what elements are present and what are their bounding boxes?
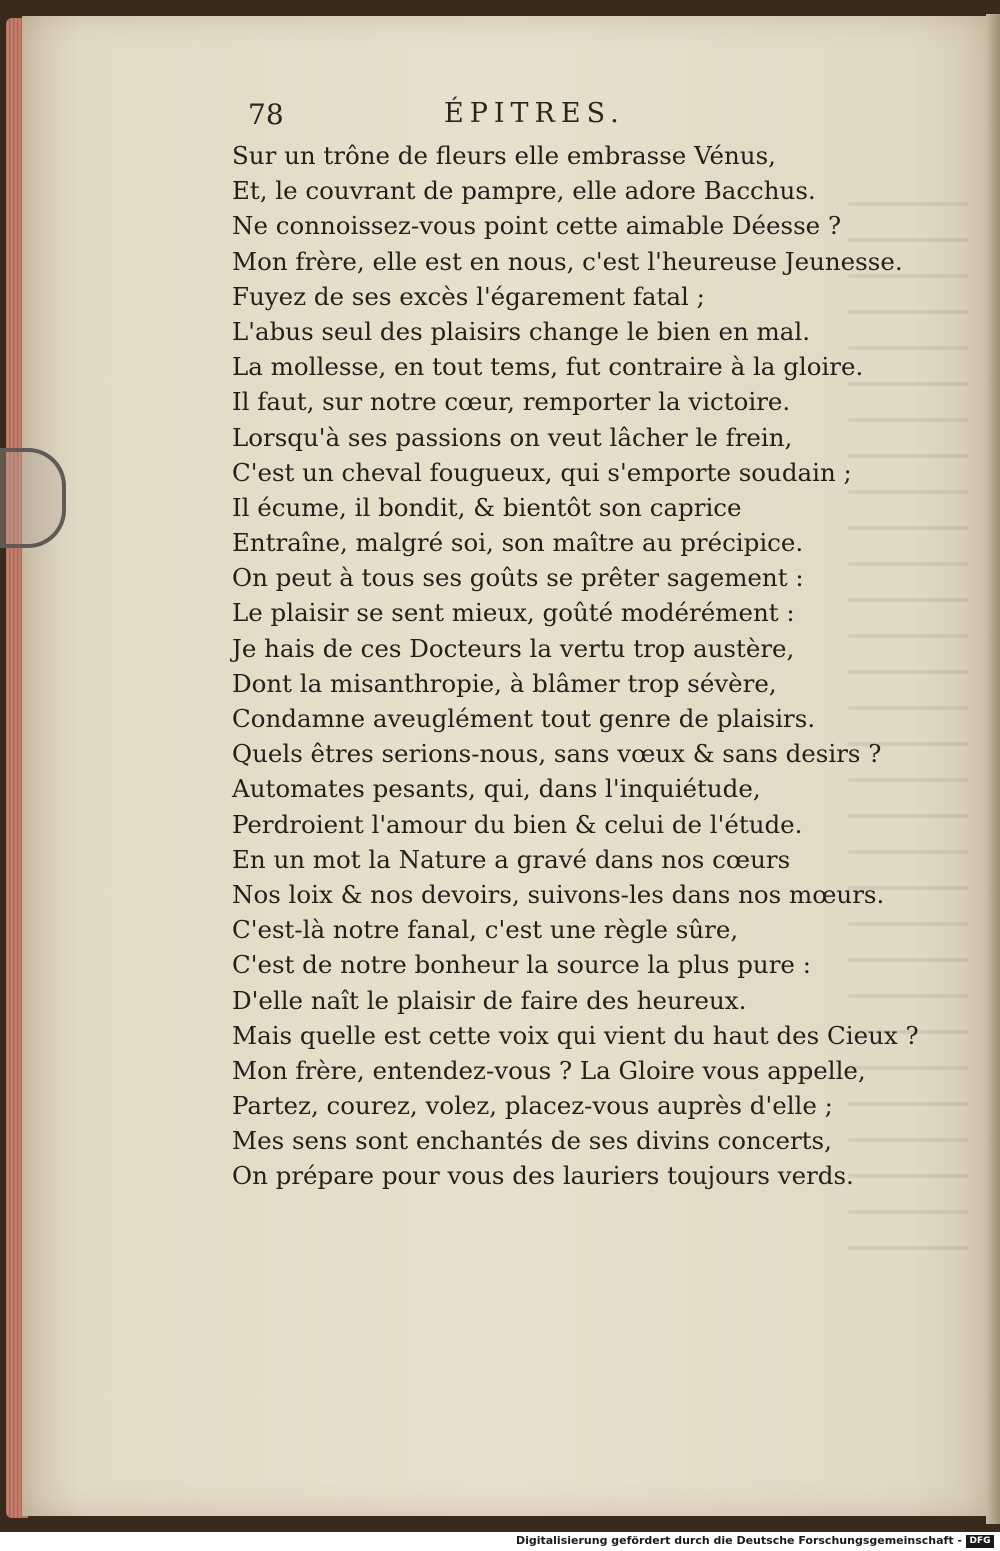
- verse-line: Entraîne, malgré soi, son maître au précipice.: [232, 528, 804, 558]
- page-number: 78: [248, 98, 284, 131]
- verse-line: Il écume, il bondit, & bientôt son caprice: [232, 492, 742, 522]
- verse-line: Mais quelle est cette voix qui vient du haut des Cieux ?: [232, 1020, 919, 1050]
- verse-line: Et, le couvrant de pampre, elle adore Bacchus.: [232, 176, 816, 206]
- verse-line: L'abus seul des plaisirs change le bien en mal.: [232, 316, 810, 346]
- digitization-footer: [0, 1532, 1000, 1551]
- facing-page-edge: [986, 14, 1000, 1524]
- verse-line: Condamne aveuglément tout genre de plaisirs.: [232, 704, 816, 733]
- page-header: [232, 96, 792, 136]
- verse-line: Quels êtres serions-nous, sans vœux & sans desirs ?: [232, 739, 882, 769]
- verse-line: Automates pesants, qui, dans l'inquiétude,: [232, 774, 761, 804]
- verse-line: Fuyez de ses excès l'égarement fatal ;: [232, 281, 705, 311]
- verse-line: Sur un trône de fleurs elle embrasse Vénus,: [232, 141, 776, 170]
- poem-text: [232, 138, 919, 1194]
- verse-line: Ne connoissez-vous point cette aimable Déesse ?: [232, 211, 842, 241]
- verse-line: La mollesse, en tout tems, fut contraire à la gloire.: [232, 352, 864, 382]
- verse-line: Je hais de ces Docteurs la vertu trop austère,: [232, 633, 795, 663]
- book-clip: [0, 448, 66, 548]
- verse-line: En un mot la Nature a gravé dans nos cœurs: [232, 844, 791, 874]
- verse-line: Mon frère, elle est en nous, c'est l'heureuse Jeunesse.: [232, 246, 903, 276]
- dfg-logo: DFG: [966, 1535, 994, 1548]
- verse-line: On peut à tous ses goûts se prêter sagement :: [232, 563, 804, 593]
- verse-line: On prépare pour vous des lauriers toujours verds.: [232, 1161, 854, 1191]
- running-title: ÉPITRES.: [444, 98, 625, 129]
- verse-line: Mon frère, entendez-vous ? La Gloire vous appelle,: [232, 1055, 866, 1085]
- verse-line: Lorsqu'à ses passions on veut lâcher le frein,: [232, 422, 793, 452]
- verse-line: Nos loix & nos devoirs, suivons-les dans nos mœurs.: [232, 879, 885, 909]
- verse-line: Le plaisir se sent mieux, goûté modérément :: [232, 598, 795, 628]
- funding-credit: Digitalisierung gefördert durch die Deutsche Forschungsgemeinschaft -: [515, 1534, 962, 1547]
- verse-line: Mes sens sont enchantés de ses divins concerts,: [232, 1126, 832, 1156]
- verse-line: C'est-là notre fanal, c'est une règle sûre,: [232, 915, 739, 945]
- verse-line: C'est de notre bonheur la source la plus pure :: [232, 950, 811, 980]
- verse-line: D'elle naît le plaisir de faire des heureux.: [232, 985, 747, 1015]
- verse-line: Il faut, sur notre cœur, remporter la victoire.: [232, 387, 791, 417]
- verse-line: C'est un cheval fougueux, qui s'emporte soudain ;: [232, 457, 852, 487]
- verse-line: Dont la misanthropie, à blâmer trop sévère,: [232, 668, 777, 698]
- verse-line: Partez, courez, volez, placez-vous auprès d'elle ;: [232, 1091, 833, 1121]
- verse-line: Perdroient l'amour du bien & celui de l'étude.: [232, 809, 803, 839]
